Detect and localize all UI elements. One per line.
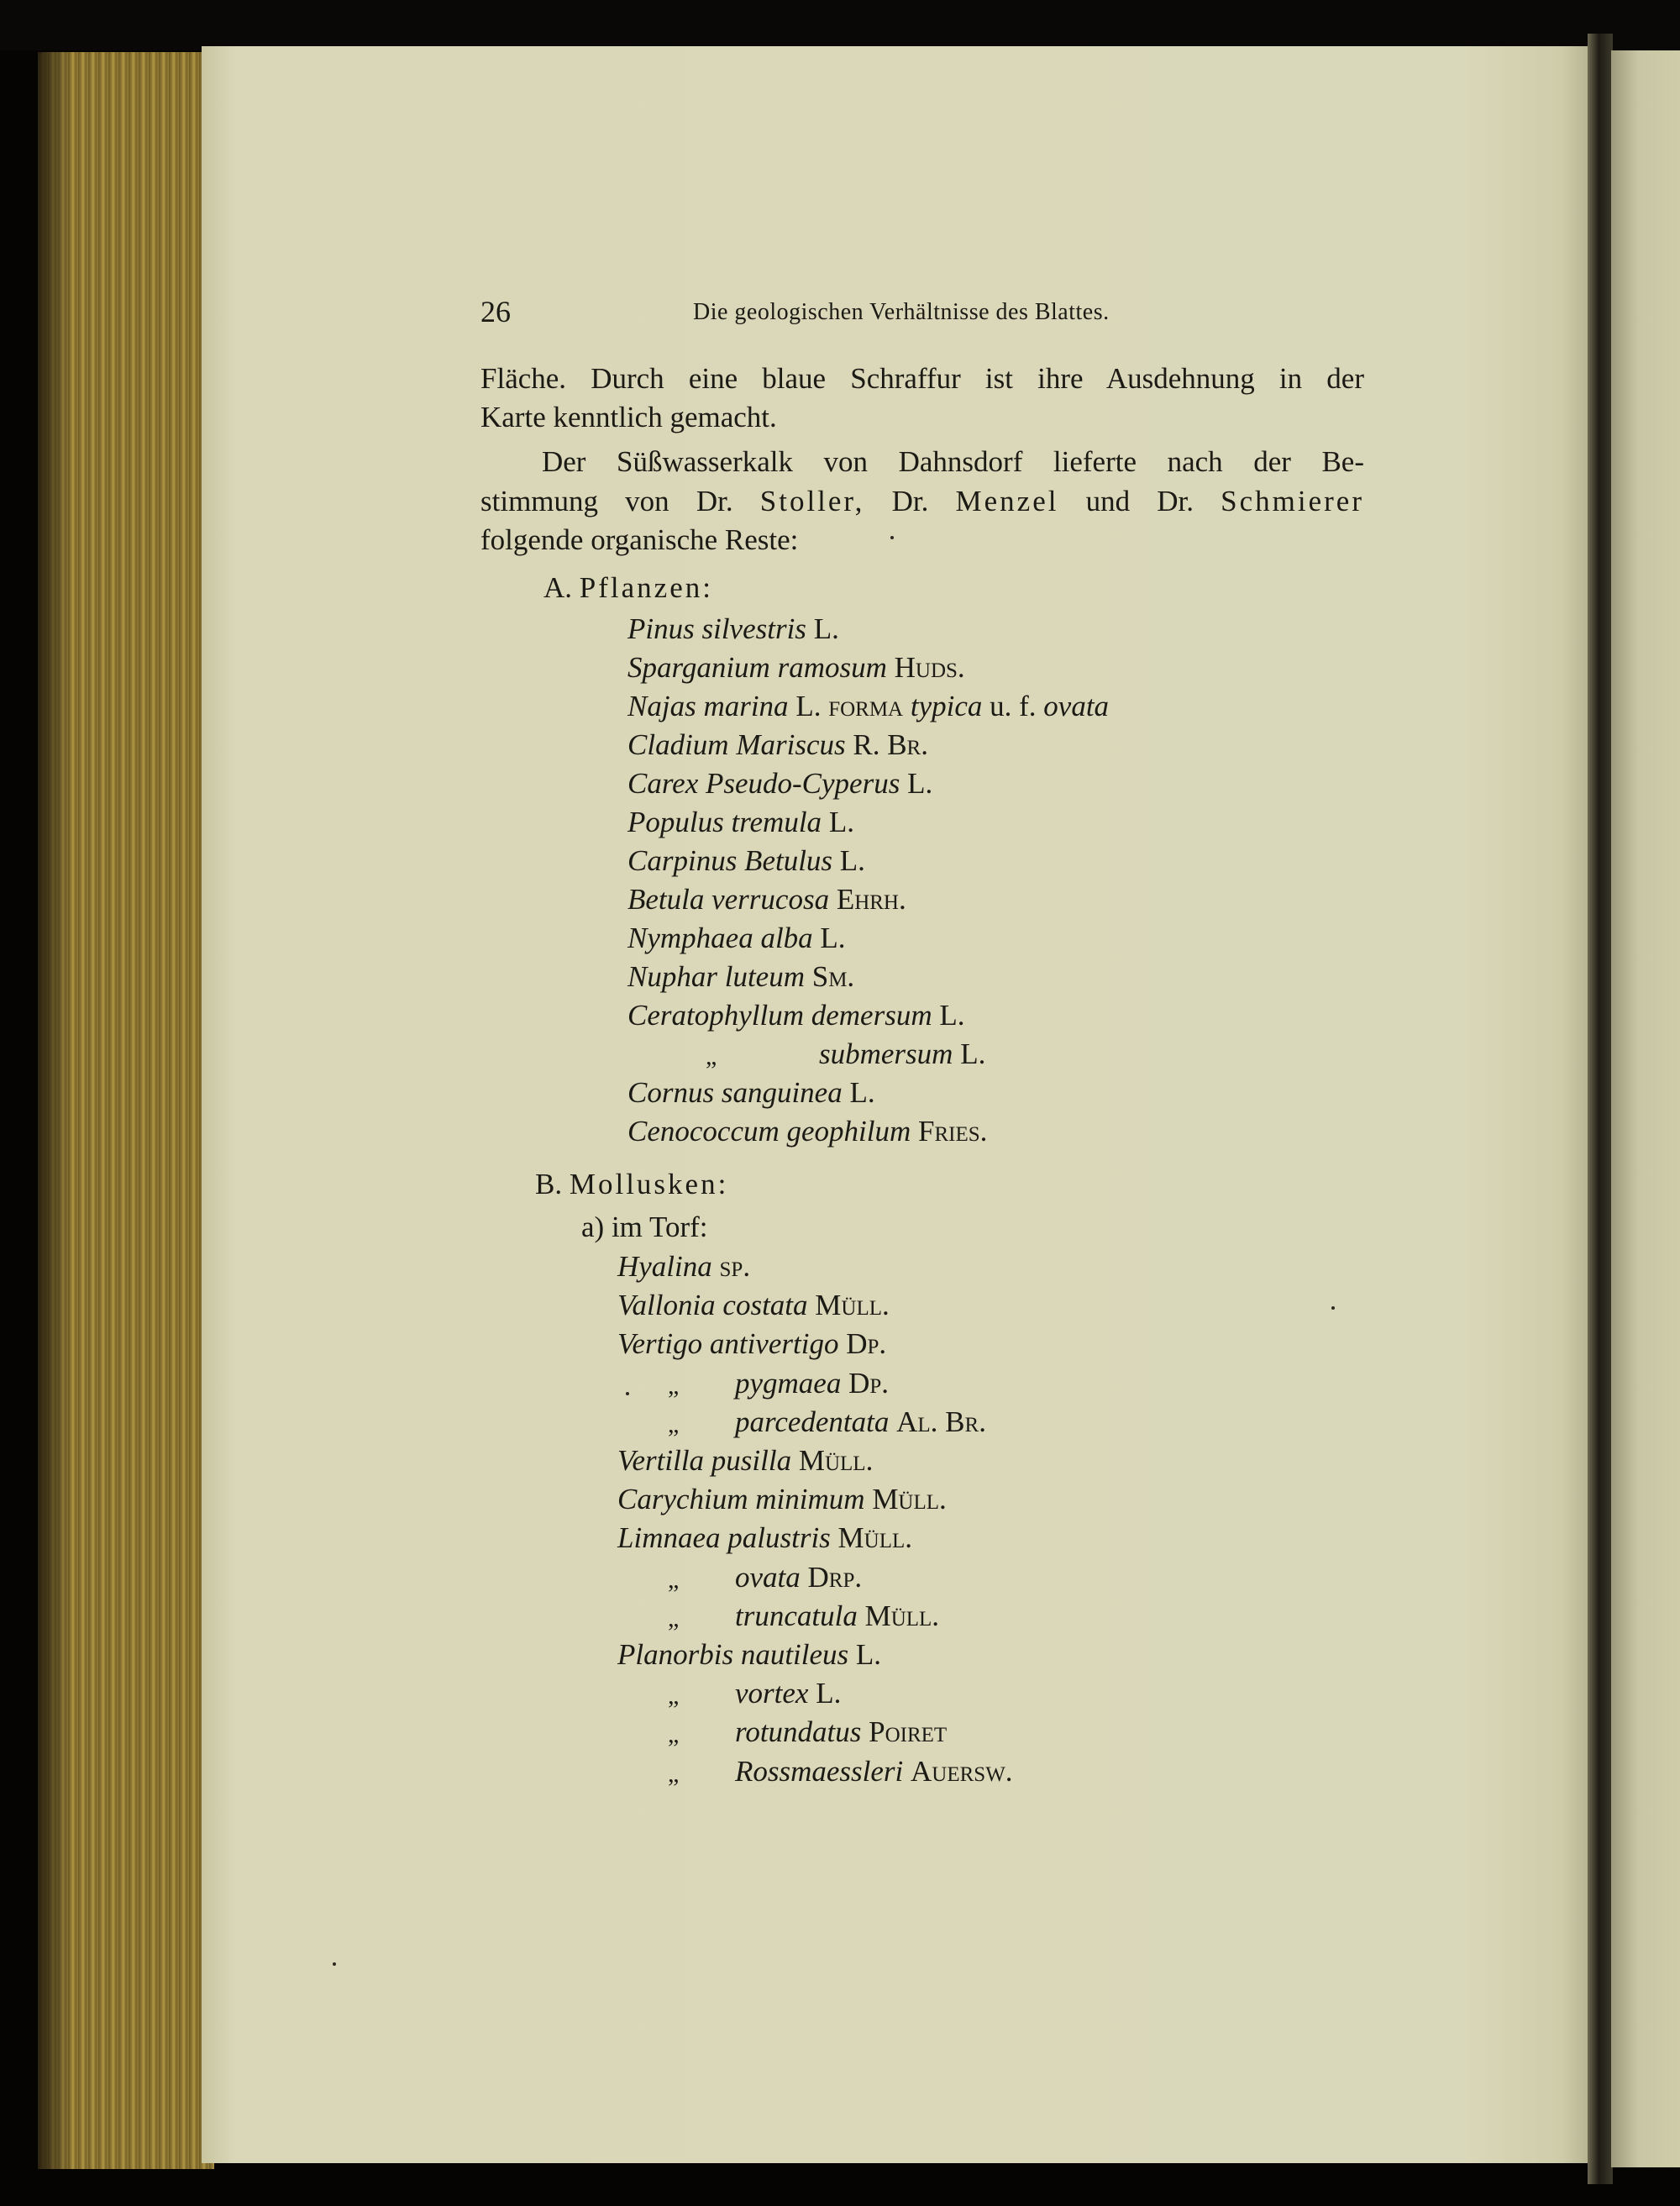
mollusk-entry	[735, 1560, 863, 1594]
species-name: ovata	[735, 1560, 801, 1594]
author-stoller: Stoller,	[759, 485, 865, 517]
intro-line-4-a: stimmung von Dr.	[480, 485, 733, 517]
ditto-mark: „	[668, 1371, 680, 1400]
section-b-label: B.	[535, 1168, 563, 1200]
species-author: Ehrh.	[836, 883, 906, 916]
author-menzel: Menzel	[955, 485, 1059, 517]
intro-line-2: Karte kenntlich gemacht.	[480, 401, 777, 433]
ditto-mark: „	[668, 1410, 680, 1438]
mollusk-entry	[617, 1640, 881, 1669]
scan-speck	[1331, 1306, 1335, 1310]
scan-speck	[333, 1962, 336, 1966]
plant-entry	[627, 846, 865, 875]
species-author: Müll.	[815, 1289, 890, 1322]
mollusk-entry	[735, 1601, 939, 1631]
plant-entry	[627, 1078, 875, 1107]
species-name: pygmaea	[735, 1366, 842, 1400]
plant-entry	[627, 1116, 987, 1146]
species-name: Cladium Mariscus	[627, 728, 846, 761]
section-b-heading	[535, 1169, 728, 1199]
species-name: truncatula	[735, 1599, 858, 1632]
subsection-a-title: im Torf:	[611, 1211, 708, 1243]
species-name: Ceratophyllum demersum	[627, 999, 932, 1032]
species-author: Sm.	[811, 960, 855, 993]
ditto-mark: „	[706, 1043, 717, 1070]
species-author: Drp.	[807, 1560, 863, 1594]
facing-page-edge	[1611, 50, 1680, 2167]
species-author: L.	[939, 999, 965, 1032]
species-name: Carychium minimum	[617, 1483, 865, 1516]
mollusk-entry	[735, 1407, 986, 1437]
form-name: typica	[910, 690, 983, 722]
ditto-mark: „	[668, 1565, 680, 1594]
plant-entry	[627, 885, 906, 914]
book-edge-shadow	[38, 52, 71, 2169]
species-author: L.	[907, 767, 933, 800]
species-name: Najas marina	[627, 690, 789, 722]
plant-entry	[627, 807, 854, 837]
mollusk-entry	[617, 1521, 913, 1555]
species-name: vortex	[735, 1677, 809, 1710]
species-name: Cornus sanguinea	[627, 1076, 843, 1109]
species-author: Müll.	[798, 1444, 874, 1477]
scan-speck	[626, 1392, 629, 1395]
mollusk-entry	[735, 1678, 841, 1708]
section-a-title: Pflanzen:	[579, 571, 713, 604]
species-author: Poiret	[869, 1715, 948, 1749]
species-author: L.	[855, 1638, 882, 1671]
species-author: Auersw.	[911, 1754, 1013, 1788]
ditto-mark: „	[668, 1604, 680, 1632]
section-a-heading	[543, 573, 713, 602]
intro-line-4-c: und Dr.	[1085, 485, 1194, 517]
species-name: parcedentata	[735, 1405, 890, 1438]
form-name: ovata	[1043, 690, 1110, 722]
species-author: L. forma	[795, 690, 904, 722]
ditto-mark: „	[668, 1759, 680, 1788]
species-name: Carpinus Betulus	[627, 844, 833, 877]
species-name: Vertigo antivertigo	[617, 1327, 839, 1361]
intro-line-3: Der Süßwasserkalk von Dahnsdorf lieferte nach der Be-	[542, 445, 1364, 478]
species-author: Müll.	[864, 1599, 940, 1632]
mollusk-entry	[735, 1715, 948, 1749]
species-name: Planorbis nautileus	[617, 1638, 849, 1671]
species-author: Huds.	[894, 651, 965, 684]
species-name: Betula verrucosa	[627, 883, 830, 916]
subsection-a-heading	[581, 1212, 708, 1242]
mollusk-entry	[735, 1368, 889, 1398]
plant-entry	[627, 653, 965, 682]
species-name: Limnaea palustris	[617, 1521, 831, 1555]
species-name: rotundatus	[735, 1715, 862, 1749]
mollusk-entry	[617, 1290, 890, 1320]
species-name: Pinus silvestris	[627, 612, 806, 645]
species-name: Cenococcum geophilum	[627, 1115, 911, 1148]
species-name: Populus tremula	[627, 806, 822, 838]
species-author: sp.	[719, 1250, 751, 1283]
page-number: 26	[480, 295, 511, 328]
scan-speck	[890, 536, 894, 539]
species-author: Fries.	[918, 1115, 988, 1148]
subsection-a-label: a)	[581, 1211, 605, 1243]
ditto-mark: „	[668, 1682, 680, 1710]
species-name: Rossmaessleri	[735, 1754, 904, 1788]
section-b-title: Mollusken:	[569, 1168, 729, 1200]
mollusk-entry	[735, 1754, 1013, 1788]
species-name: Carex Pseudo-Cyperus	[627, 767, 900, 800]
plant-entry	[627, 923, 846, 953]
intro-line-4	[480, 486, 1364, 516]
species-author: R. Br.	[853, 728, 928, 761]
plant-entry	[627, 730, 928, 759]
species-name: Nymphaea alba	[627, 922, 813, 954]
species-author: L.	[839, 844, 865, 877]
species-author: L.	[816, 1677, 842, 1710]
species-author: L.	[960, 1037, 986, 1070]
intro-line-1: Fläche. Durch eine blaue Schraffur ist ihre Ausdehnung in der	[480, 362, 1364, 395]
species-author: Al. Br.	[896, 1405, 986, 1438]
plant-entry	[627, 1001, 965, 1030]
mollusk-entry	[617, 1446, 873, 1475]
plant-entry	[627, 769, 932, 798]
form-connector: u. f.	[990, 690, 1037, 722]
species-author: L.	[813, 612, 839, 645]
species-name: Vertilla pusilla	[617, 1444, 792, 1477]
intro-line-5: folgende organische Reste:	[480, 523, 799, 556]
intro-line-4-b: Dr.	[891, 485, 929, 517]
species-name: Vallonia costata	[617, 1289, 808, 1322]
species-author: Dp.	[846, 1327, 887, 1361]
book-gutter	[1588, 34, 1613, 2184]
species-author: L.	[828, 806, 854, 838]
author-schmierer: Schmierer	[1221, 485, 1364, 517]
section-a-label: A.	[543, 571, 573, 604]
species-name: Hyalina	[617, 1250, 712, 1283]
species-name: submersum	[819, 1037, 953, 1070]
species-name: Sparganium ramosum	[627, 651, 887, 684]
mollusk-entry	[617, 1484, 947, 1514]
plant-entry	[627, 614, 839, 643]
species-author: Müll.	[837, 1521, 913, 1555]
mollusk-entry	[617, 1252, 750, 1281]
plant-entry	[627, 962, 854, 991]
ditto-mark: „	[668, 1720, 680, 1749]
species-author: Dp.	[848, 1366, 890, 1400]
species-author: Müll.	[872, 1483, 947, 1516]
running-title: Die geologischen Verhältnisse des Blattes.	[693, 299, 1110, 325]
species-author: L.	[849, 1076, 875, 1109]
species-author: L.	[820, 922, 846, 954]
scan-background	[0, 0, 1680, 50]
mollusk-entry	[617, 1327, 887, 1361]
plant-entry	[819, 1039, 985, 1069]
species-name: Nuphar luteum	[627, 960, 805, 993]
plant-entry	[627, 691, 1109, 721]
